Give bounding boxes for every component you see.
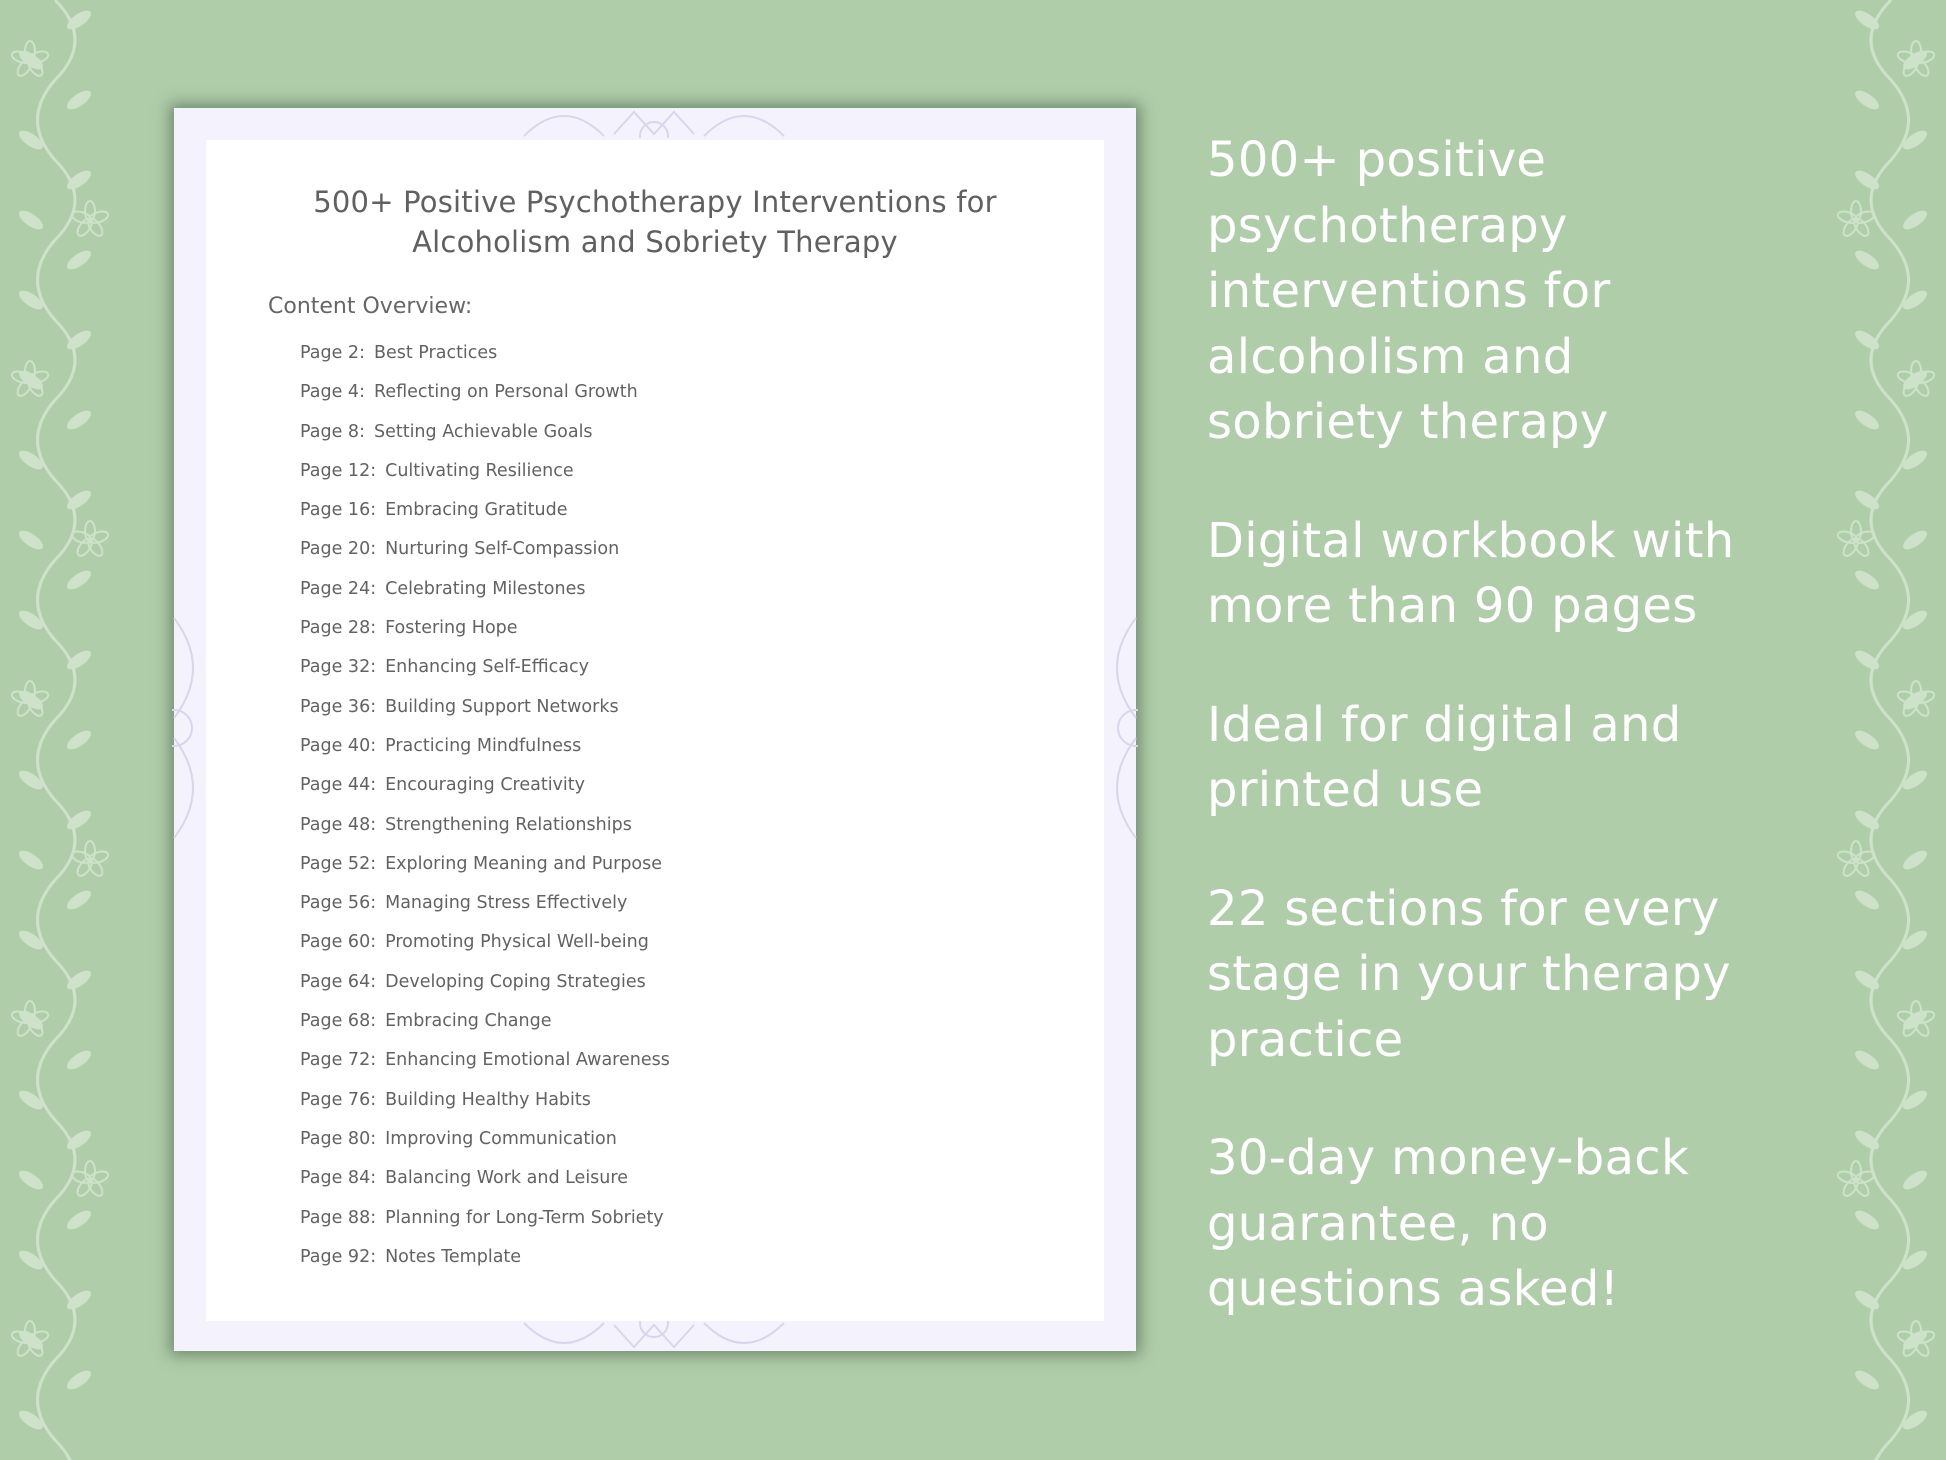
toc-section-title: Enhancing Emotional Awareness (385, 1050, 670, 1071)
toc-page-number: Page 72: (300, 1050, 377, 1071)
toc-section-title: Setting Achievable Goals (373, 421, 593, 442)
feature-line: Digital workbook with (1207, 512, 1735, 569)
toc-item (300, 815, 670, 854)
toc-section-title: Exploring Meaning and Purpose (385, 853, 663, 874)
feature-item (1207, 509, 1767, 640)
toc-page-number: Page 60: (300, 932, 377, 953)
toc-section-title: Enhancing Self-Efficacy (385, 657, 589, 678)
feature-line: questions asked! (1207, 1261, 1620, 1317)
toc-page-number: Page 52: (300, 853, 377, 874)
document-title (206, 182, 1104, 262)
toc-page-number: Page 84: (300, 1168, 377, 1189)
toc-page-number: Page 4: (300, 382, 365, 403)
toc-item (300, 736, 670, 775)
toc-item (300, 422, 670, 461)
toc-item (300, 461, 670, 500)
toc-item (300, 697, 670, 736)
toc-section-title: Encouraging Creativity (385, 775, 585, 796)
document-preview (174, 108, 1136, 1351)
toc-item (300, 343, 670, 382)
feature-line: practice (1207, 1011, 1404, 1068)
mandala-decoration-bottom (504, 1321, 804, 1353)
feature-line: 500+ positive (1207, 132, 1547, 188)
mandala-decoration-left (172, 608, 204, 848)
toc-page-number: Page 20: (300, 539, 377, 560)
toc-section-title: Practicing Mindfulness (385, 735, 582, 756)
feature-item (1207, 1126, 1767, 1323)
toc-section-title: Celebrating Milestones (385, 578, 586, 599)
mandala-decoration-top (504, 106, 804, 138)
toc-item (300, 1050, 670, 1089)
toc-section-title: Balancing Work and Leisure (385, 1168, 628, 1189)
toc-section-title: Developing Coping Strategies (385, 971, 646, 992)
toc-section-title: Promoting Physical Well-being (385, 932, 649, 953)
toc-section-title: Planning for Long-Term Sobriety (385, 1207, 664, 1228)
feature-line: 22 sections for every (1207, 880, 1720, 937)
toc-page-number: Page 68: (300, 1011, 377, 1032)
mandala-decoration-right (1106, 608, 1138, 848)
toc-item (300, 618, 670, 657)
left-vine-decoration (0, 0, 135, 1460)
toc-page-number: Page 28: (300, 618, 377, 639)
toc-item (300, 579, 670, 618)
toc-item (300, 657, 670, 696)
feature-line: printed use (1207, 762, 1484, 818)
toc-page-number: Page 40: (300, 735, 377, 756)
toc-page-number: Page 76: (300, 1089, 377, 1110)
feature-item (1207, 693, 1767, 824)
toc-page-number: Page 8: (300, 421, 365, 442)
toc-item (300, 775, 670, 814)
toc-item (300, 539, 670, 578)
feature-line: 30-day money-back (1207, 1130, 1690, 1186)
feature-line: Ideal for digital and (1207, 696, 1682, 753)
toc-item (300, 972, 670, 1011)
toc-page-number: Page 56: (300, 893, 377, 914)
toc-section-title: Strengthening Relationships (385, 814, 632, 835)
toc-section-title: Managing Stress Effectively (385, 893, 628, 914)
toc-section-title: Embracing Gratitude (385, 500, 568, 521)
feature-line: interventions for (1207, 263, 1611, 319)
toc-section-title: Building Support Networks (385, 696, 619, 717)
toc-section-title: Reflecting on Personal Growth (373, 382, 638, 403)
table-of-contents (300, 343, 670, 1286)
document-title-line: Alcoholism and Sobriety Therapy (412, 225, 898, 259)
toc-section-title: Cultivating Resilience (385, 460, 574, 481)
feature-line: stage in your therapy (1207, 946, 1731, 1002)
toc-page-number: Page 32: (300, 657, 377, 678)
toc-item (300, 854, 670, 893)
toc-item (300, 932, 670, 971)
toc-page-number: Page 2: (300, 343, 365, 363)
toc-page-number: Page 88: (300, 1207, 377, 1228)
feature-list (1207, 128, 1767, 1376)
toc-page-number: Page 16: (300, 500, 377, 521)
toc-section-title: Best Practices (373, 343, 498, 363)
toc-page-number: Page 36: (300, 696, 377, 717)
toc-item (300, 382, 670, 421)
feature-line: more than 90 pages (1207, 578, 1698, 634)
toc-page-number: Page 80: (300, 1128, 377, 1149)
feature-line: psychotherapy (1207, 197, 1568, 254)
toc-page-number: Page 92: (300, 1246, 377, 1267)
toc-page-number: Page 64: (300, 971, 377, 992)
toc-item (300, 1011, 670, 1050)
toc-item (300, 1168, 670, 1207)
toc-item (300, 893, 670, 932)
toc-item (300, 1090, 670, 1129)
toc-section-title: Building Healthy Habits (385, 1089, 591, 1110)
feature-item (1207, 877, 1767, 1074)
toc-page-number: Page 24: (300, 578, 377, 599)
feature-line: sobriety therapy (1207, 394, 1609, 450)
toc-item (300, 500, 670, 539)
content-overview-heading: Content Overview: (268, 294, 473, 319)
toc-section-title: Notes Template (385, 1246, 522, 1267)
toc-section-title: Improving Communication (385, 1128, 617, 1149)
document-page (206, 140, 1104, 1321)
toc-page-number: Page 48: (300, 814, 377, 835)
toc-item (300, 1247, 670, 1286)
toc-item (300, 1129, 670, 1168)
feature-line: guarantee, no (1207, 1195, 1549, 1252)
feature-line: alcoholism and (1207, 328, 1574, 385)
toc-page-number: Page 12: (300, 460, 377, 481)
toc-section-title: Nurturing Self-Compassion (385, 539, 620, 560)
right-vine-decoration (1811, 0, 1946, 1460)
toc-section-title: Embracing Change (385, 1011, 552, 1032)
toc-section-title: Fostering Hope (385, 618, 518, 639)
toc-item (300, 1208, 670, 1247)
toc-page-number: Page 44: (300, 775, 377, 796)
feature-item (1207, 128, 1767, 456)
document-title-line: 500+ Positive Psychotherapy Interventions for (313, 185, 997, 219)
